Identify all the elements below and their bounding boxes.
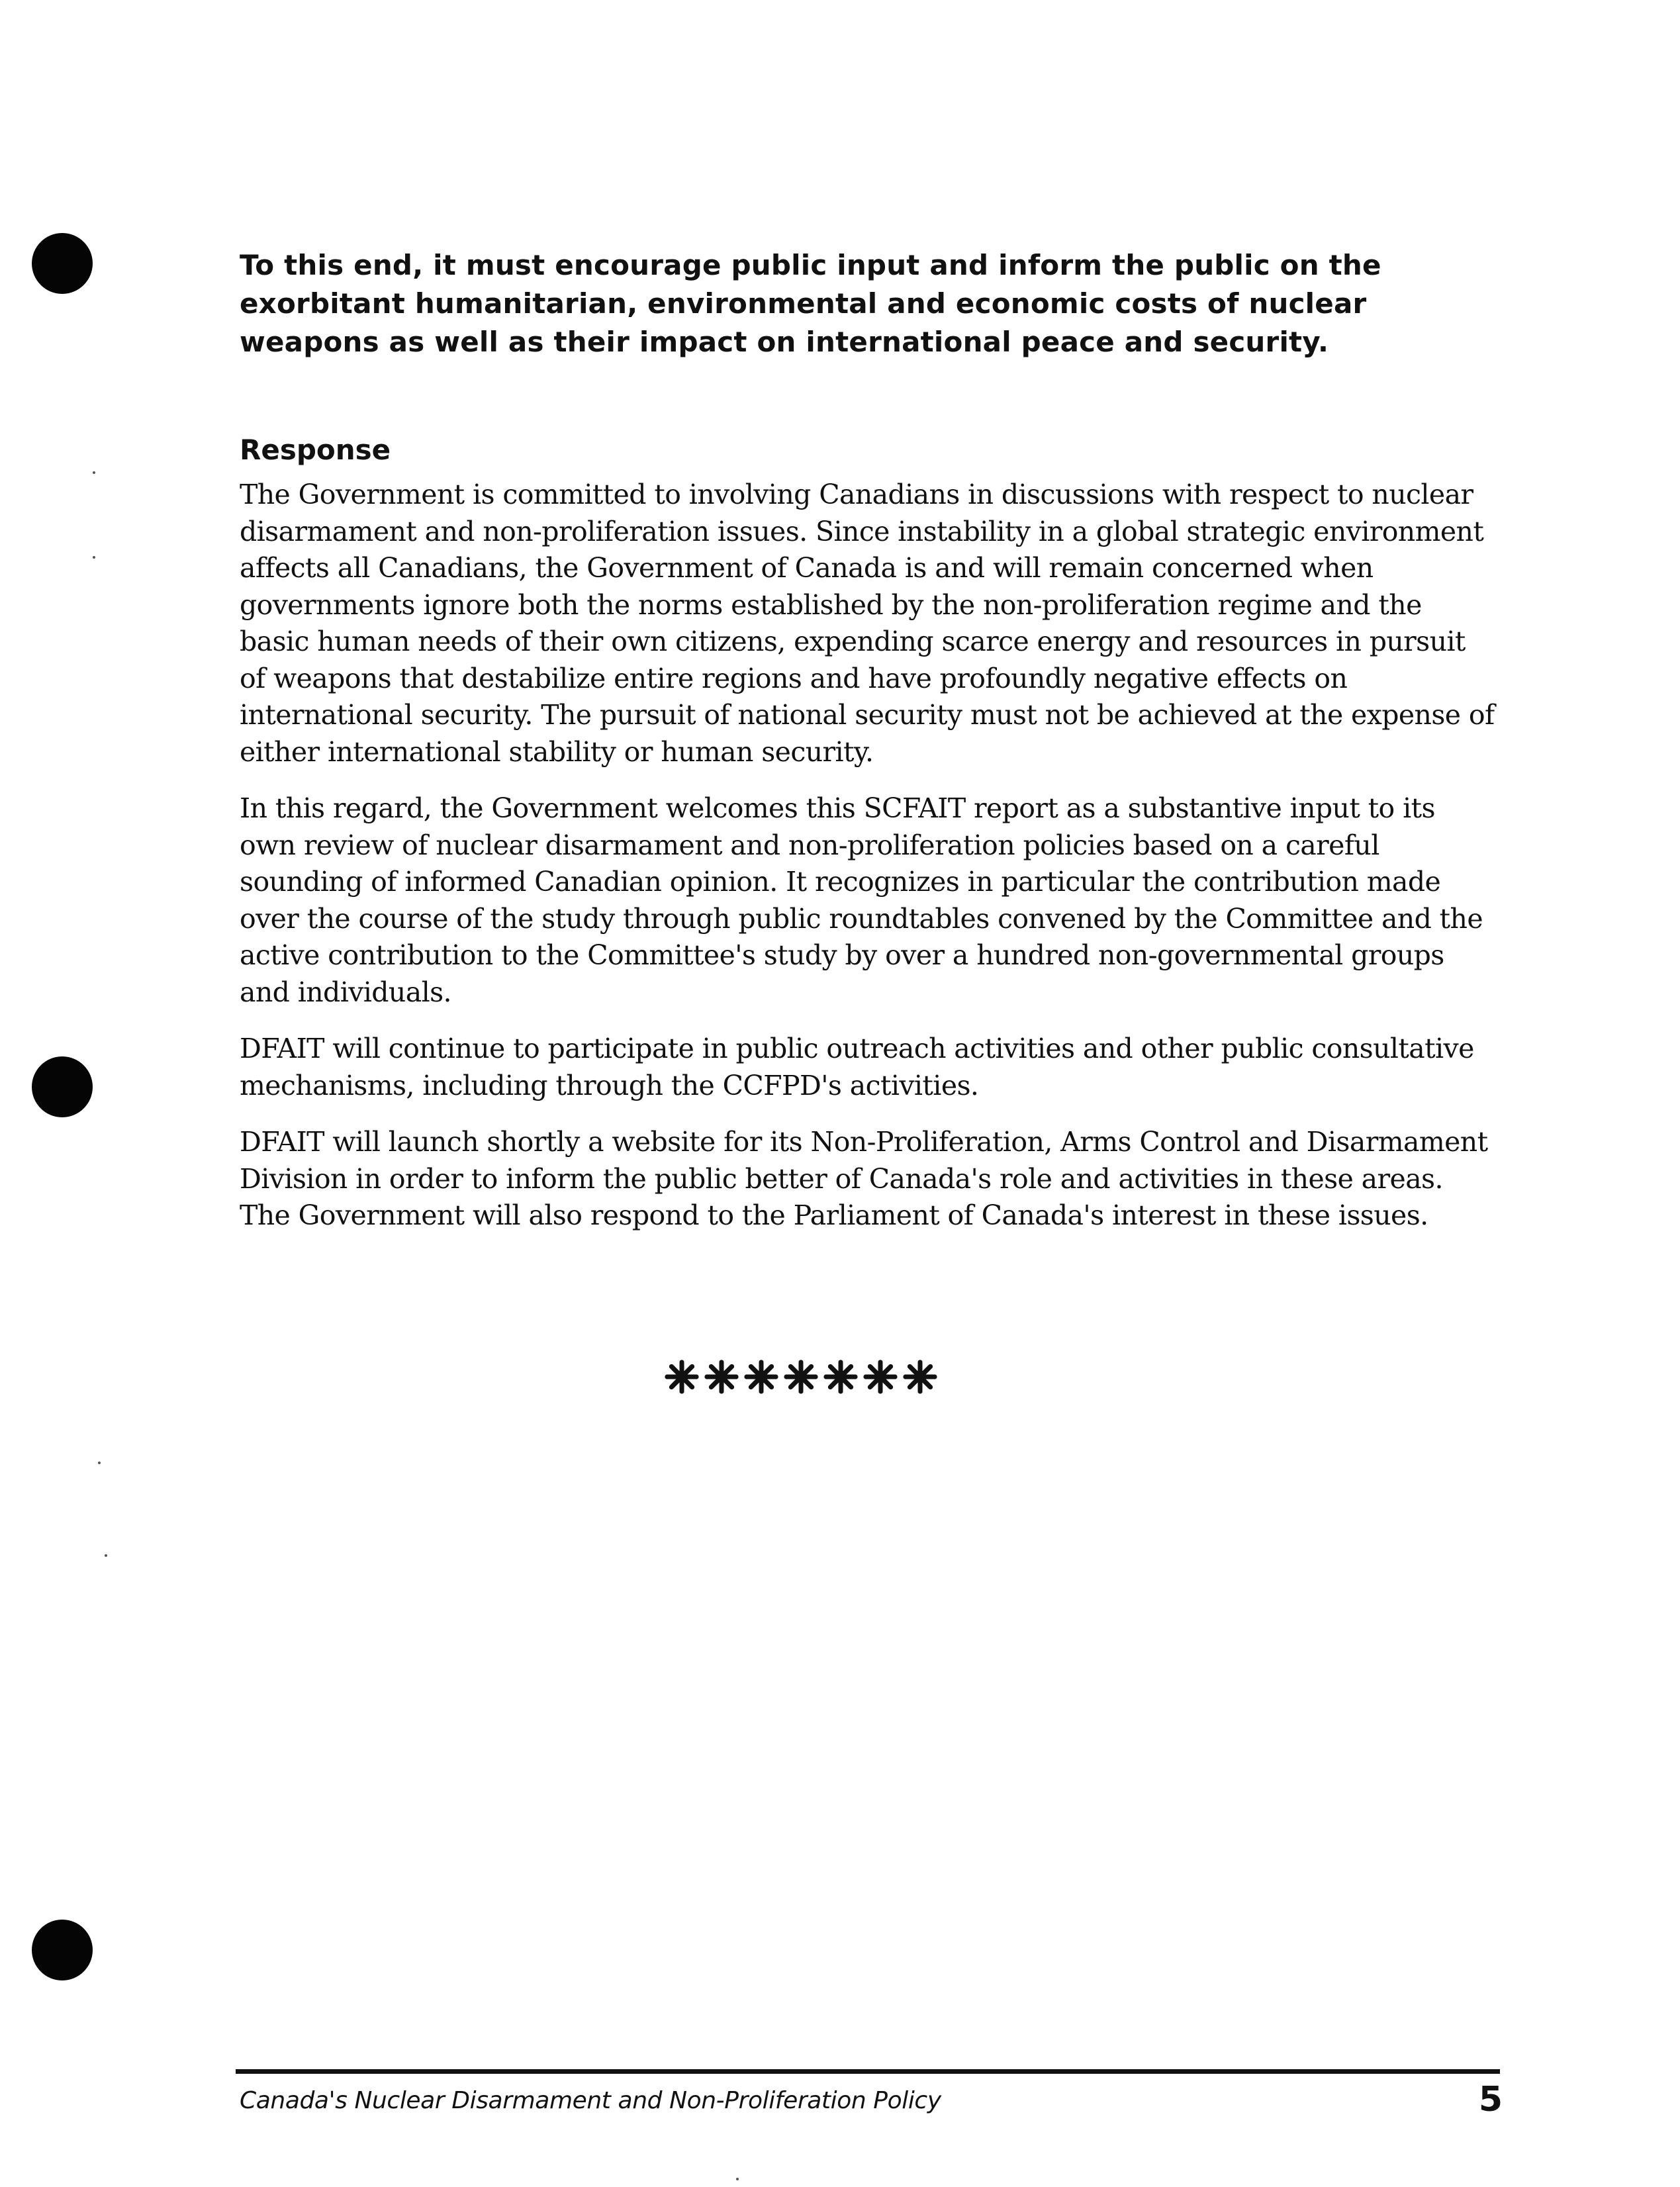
section-separator (662, 1350, 940, 1403)
section-heading: Response (240, 434, 391, 466)
lead-paragraph: To this end, it must encourage public input and inform the public on the exorbitant humanitarian, environmental and economic costs of nuclear weapons as well as their impact on international peace and security. (240, 249, 1381, 358)
star-icon (826, 1362, 855, 1391)
scan-speck (93, 556, 95, 559)
document-body (240, 246, 1497, 1254)
star-icon (667, 1362, 696, 1391)
binder-hole-middle (32, 1056, 93, 1117)
scan-speck (98, 1462, 101, 1464)
star-icon (786, 1362, 816, 1391)
body-paragraph-1: The Government is committed to involving Canadians in discussions with respect to nuclear disarmament and non-proliferation issues. Since instability in a global strategic environment affects all Canadians, the Government of Canada is and will remain concerned when governments ignore both the norms established by the non-proliferation regime and the basic human needs of their own citizens, expending scarce energy and resources in pursuit of weapons that destabilize entire regions and have profoundly negative effects on international security. The pursuit of national security must not be achieved at the expense of either international stability or human security. (240, 479, 1495, 768)
scan-speck (105, 1554, 107, 1557)
footer-title: Canada's Nuclear Disarmament and Non-Proliferation Policy (240, 2087, 941, 2114)
star-icon (747, 1362, 776, 1391)
binder-hole-top (32, 233, 93, 294)
star-icon (866, 1362, 895, 1391)
page-number: 5 (1478, 2080, 1503, 2119)
body-paragraph-2: In this regard, the Government welcomes this SCFAIT report as a substantive input to its own review of nuclear disarmament and non-proliferation policies based on a careful sounding of informed Canadian opinion. It recognizes in particular the contribution made over the course of the study through public roundtables convened by the Committee and the active contribution to the Committee's study by over a hundred non-governmental groups and individuals. (240, 792, 1483, 1008)
scan-speck (93, 471, 95, 474)
body-paragraph-3: DFAIT will continue to participate in public outreach activities and other public consultative mechanisms, including through the CCFPD's activities. (240, 1033, 1474, 1101)
binder-hole-bottom (32, 1920, 93, 1980)
footer-rule (236, 2069, 1500, 2074)
star-icon (707, 1362, 736, 1391)
body-paragraph-4: DFAIT will launch shortly a website for its Non-Proliferation, Arms Control and Disarmament Division in order to inform the public better of Canada's role and activities in these areas. The Government will also respond to the Parliament of Canada's interest in these issues. (240, 1126, 1488, 1231)
scan-speck (736, 2178, 739, 2180)
star-icon (906, 1362, 935, 1391)
